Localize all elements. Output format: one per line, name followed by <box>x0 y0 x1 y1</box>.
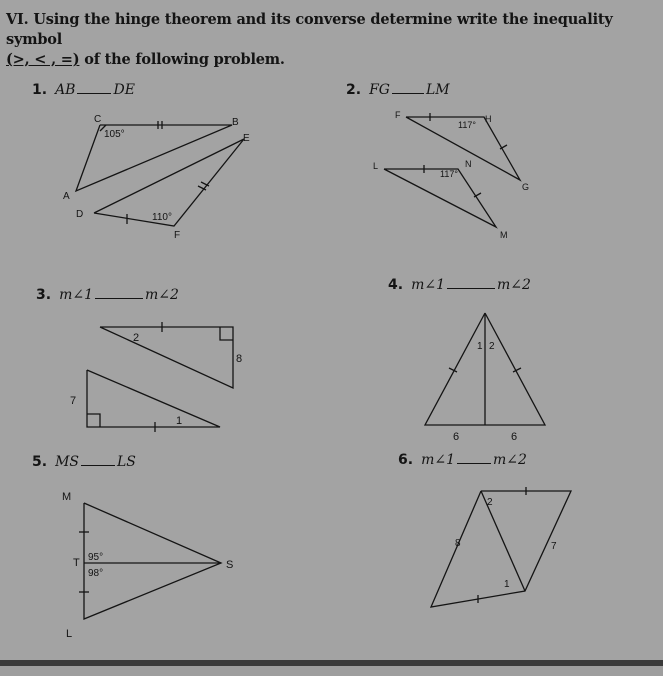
figure-4 <box>425 313 545 443</box>
angle-number: 1 <box>477 341 483 352</box>
heading-line2: of the following problem. <box>79 51 285 68</box>
angle-label: 117° <box>440 169 458 179</box>
angle-number: 1 <box>504 579 510 590</box>
side-length: 6 <box>453 431 460 443</box>
vertex-label: L <box>66 628 73 640</box>
vertex-label: A <box>63 191 70 202</box>
angle-label: 105° <box>104 129 125 140</box>
vertex-label: G <box>522 182 530 192</box>
vertex-label: B <box>232 117 239 128</box>
angle-number: 2 <box>133 332 140 344</box>
angle-label: 98° <box>88 568 104 579</box>
vertex-label: D <box>76 209 84 220</box>
problem-left-term: m∠1 <box>421 452 455 468</box>
angle-label: 110° <box>152 212 172 223</box>
problem-left-term: MS <box>55 454 79 470</box>
figure-5 <box>62 491 233 640</box>
problem-number: 6. <box>398 452 414 468</box>
problem-left-term: FG <box>369 82 390 98</box>
angle-label: 95° <box>88 552 104 563</box>
vertex-label: M <box>62 491 72 503</box>
problem-right-term: DE <box>113 82 135 98</box>
vertex-label: T <box>73 557 80 569</box>
inequality-symbols: (>, < , =) <box>6 51 80 68</box>
problem-right-term: m∠2 <box>496 277 531 293</box>
figure-2 <box>373 110 529 240</box>
triangle-lower <box>87 370 220 427</box>
angle-number: 2 <box>489 341 495 352</box>
problem-left-term: m∠1 <box>411 277 445 293</box>
right-angle-mark <box>87 414 100 427</box>
vertex-label: M <box>500 230 508 240</box>
problem-number: 5. <box>32 454 48 470</box>
figure-1 <box>63 114 250 241</box>
problem-number: 1. <box>32 82 48 98</box>
side-length: 8 <box>455 538 461 549</box>
problem-right-term: LS <box>117 454 136 470</box>
vertex-label: C <box>94 114 102 125</box>
side-length: 7 <box>70 395 77 407</box>
bottom-divider <box>0 660 663 666</box>
figure-3 <box>70 322 242 432</box>
vertex-label: F <box>395 110 401 120</box>
problem-right-term: m∠2 <box>144 287 179 303</box>
side-length: 7 <box>551 541 557 552</box>
vertex-label: L <box>373 161 379 171</box>
problem-right-term: LM <box>425 82 450 98</box>
problem-right-term: m∠2 <box>492 452 527 468</box>
parallelogram <box>431 491 571 607</box>
vertex-label: N <box>465 159 472 169</box>
vertex-label: S <box>226 559 234 571</box>
problem-number: 3. <box>36 287 52 303</box>
problem-number: 2. <box>346 82 362 98</box>
heading-line1: VI. Using the hinge theorem and its converse determine write the inequality symbol <box>6 11 613 48</box>
angle-label: 117° <box>458 120 476 130</box>
vertex-label: H <box>485 114 492 124</box>
angle-number: 2 <box>487 497 493 508</box>
right-angle-mark <box>220 327 233 340</box>
triangle-mls <box>84 503 221 619</box>
vertex-label: E <box>243 133 250 144</box>
angle-number: 1 <box>176 415 183 427</box>
triangle-cab <box>76 125 232 191</box>
problem-left-term: m∠1 <box>59 287 93 303</box>
problem-number: 4. <box>388 277 404 293</box>
side-length: 6 <box>511 431 518 443</box>
vertex-label: F <box>174 230 181 241</box>
side-length: 8 <box>236 353 243 365</box>
problem-left-term: AB <box>55 82 76 98</box>
triangle-upper <box>100 327 233 388</box>
figure-6 <box>431 487 571 607</box>
